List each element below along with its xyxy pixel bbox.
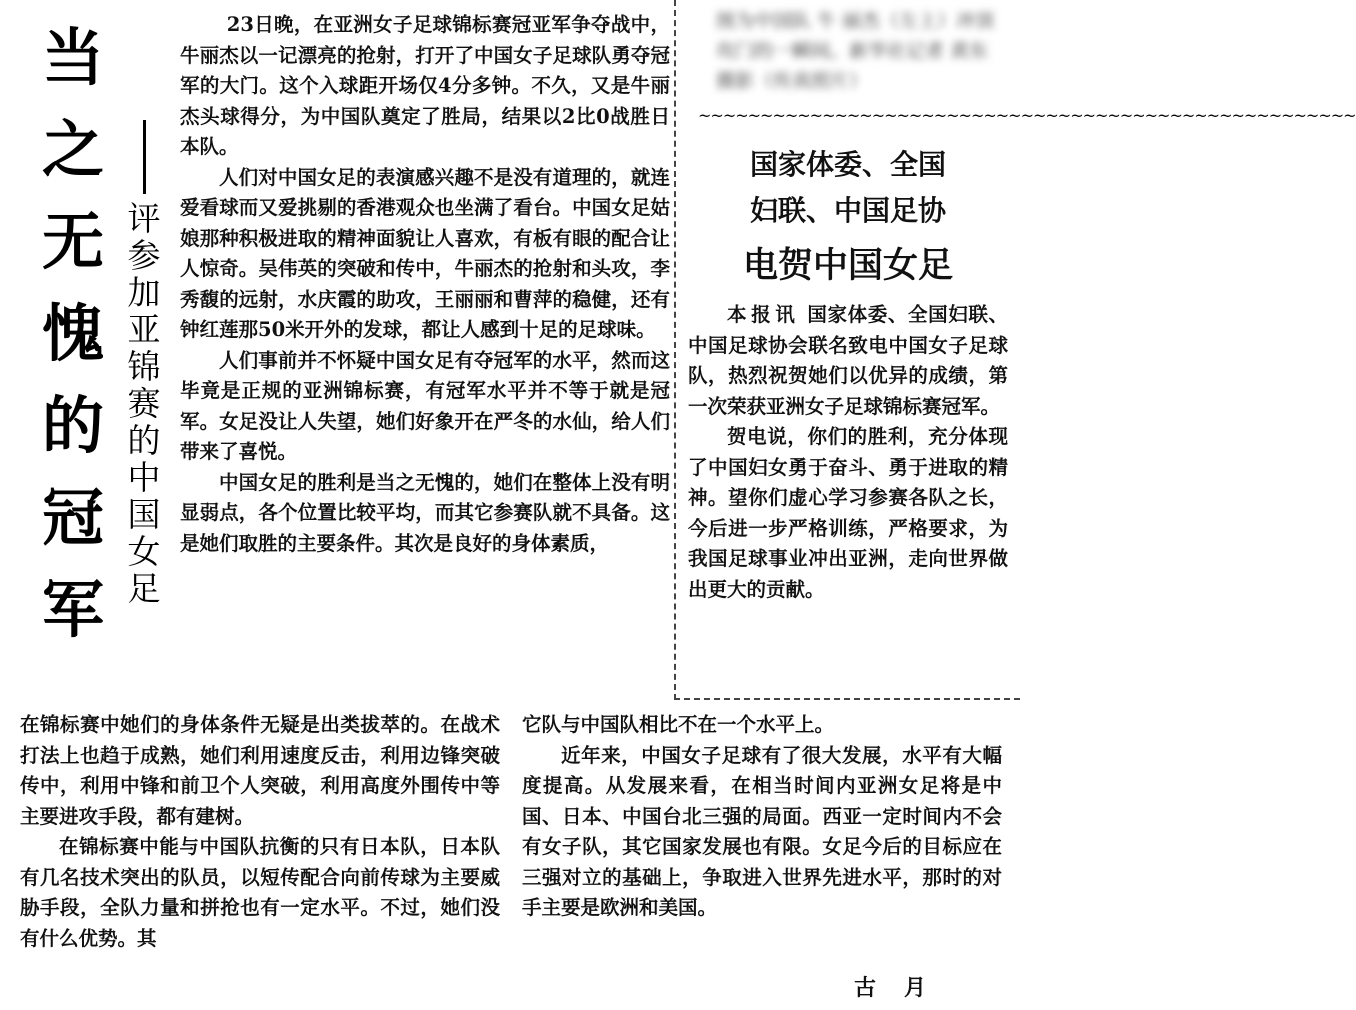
headline-char: 之	[41, 113, 104, 186]
subtitle-char: 赛	[127, 384, 161, 423]
article-paragraph: 近年来，中国女子足球有了很大发展，水平有大幅度提高。从发展来看，在相当时间内亚洲女足将是中国、日本、中国台北三强的局面。西亚一定时间内不会有女子队，其它国家发展也有限。女足今后的目标应在三强对立的基础上，争取进入世界先进水平，那时的对手主要是欧洲和美国。	[522, 743, 1002, 919]
subtitle-char: 加	[127, 273, 161, 312]
sidebar-paragraph: 贺电说，你们的胜利，充分体现了中国妇女勇于奋斗、勇于进取的精神。望你们虚心学习参赛各队之长，今后进一步严格训练，严格要求，为我国足球事业冲出亚洲，走向世界做出更大的贡献。	[688, 425, 1008, 601]
subtitle	[120, 120, 168, 607]
article-paragraph: 23日晚，在亚洲女子足球锦标赛冠亚军争夺战中，牛丽杰以一记漂亮的抢射，打开了中国女子足球队勇夺冠军的大门。这个入球距开场仅4分多钟。不久，又是牛丽杰头球得分，为中国队奠定了胜局，结果以2比0战胜日本队。	[180, 13, 670, 158]
subtitle-char: 女	[127, 532, 161, 571]
article-lower-left-column	[20, 710, 500, 954]
subtitle-char: 足	[127, 569, 161, 608]
byline: 古月	[853, 975, 954, 1001]
subtitle-char: 评	[127, 199, 161, 238]
subtitle-char: 参	[127, 236, 161, 275]
subtitle-char: 锦	[127, 347, 161, 386]
headline-char: 的	[41, 389, 104, 462]
article-paragraph: 在锦标赛中能与中国队抗衡的只有日本队，日本队有几名技术突出的队员，以短传配合向前传球为主要威胁手段，全队力量和拼抢也有一定水平。不过，她们没有什么优势。其	[20, 835, 500, 950]
sidebar-paragraph-text: 国家体委、全国妇联、中国足球协会联名致电中国女子足球队，热烈祝贺她们以优异的成绩，第一次荣获亚洲女子足球锦标赛冠军。	[688, 303, 1008, 418]
headline-char: 无	[41, 205, 104, 278]
article-lower-right-column	[522, 710, 1002, 924]
sidebar-lead: 本报讯	[727, 303, 800, 326]
sidebar-headline-lines	[676, 142, 1020, 234]
headline-char: 冠	[41, 481, 104, 554]
headline-char: 当	[41, 21, 104, 94]
subtitle-char: 的	[127, 421, 161, 460]
sidebar-body	[688, 300, 1008, 605]
subtitle-char: 亚	[127, 310, 161, 349]
subtitle-dash	[143, 120, 146, 194]
sidebar-main-headline: 电贺中国女足	[742, 246, 953, 286]
headline-char: 军	[41, 573, 104, 646]
subtitle-char: 中	[127, 458, 161, 497]
sidebar-headline-line: 妇联、中国足协	[749, 194, 946, 227]
headline	[28, 12, 118, 656]
wavy-ornament: ~~~~~~~~~~~~~~~~~~~~~~~~~~~~~~~~~~~~~~~~~~~~~~~~~~~~~	[698, 106, 1356, 125]
article-paragraph: 中国女足的胜利是当之无愧的，她们在整体上没有明显弱点，各个位置比较平均，而其它参赛队就不具备。这是她们取胜的主要条件。其次是良好的身体素质，	[180, 470, 670, 555]
sidebar-news-box	[674, 0, 1356, 700]
article-paragraph: 人们事前并不怀疑中国女足有夺冠军的水平，然而这毕竟是正规的亚洲锦标赛，有冠军水平并不等于就是冠军。女足没让人失望，她们好象开在严冬的水仙，给人们带来了喜悦。	[180, 348, 670, 463]
article-upper-column	[180, 10, 670, 559]
article-paragraph: 它队与中国队相比不在一个水平上。	[522, 713, 835, 736]
article-paragraph: 在锦标赛中她们的身体条件无疑是出类拔萃的。在战术打法上也趋于成熟，她们利用速度反击，利用边锋突破传中，利用中锋和前卫个人突破，利用高度外围传中等主要进攻手段，都有建树。	[20, 713, 500, 828]
subtitle-char: 国	[127, 495, 161, 534]
blurred-photo-caption: 图为中国队 牛 丽杰（左上）冲顶攻门的一瞬间。新华社记者 黄东摄影（传真照片）	[716, 10, 995, 92]
sidebar-headline-line: 国家体委、全国	[749, 148, 946, 181]
headline-char: 愧	[41, 297, 104, 370]
article-paragraph: 人们对中国女足的表演感兴趣不是没有道理的，就连爱看球而又爱挑剔的香港观众也坐满了看台。中国女足姑娘那种积极进取的精神面貌让人喜欢，有板有眼的配合让人惊奇。吴伟英的突破和传中，牛丽杰的抢射和头攻，李秀馥的远射，水庆霞的助攻，王丽丽和曹萍的稳健，还有钟红莲那50米开外的发球，都让人感到十足的足球味。	[180, 165, 670, 341]
sidebar-paragraph	[688, 300, 1008, 422]
